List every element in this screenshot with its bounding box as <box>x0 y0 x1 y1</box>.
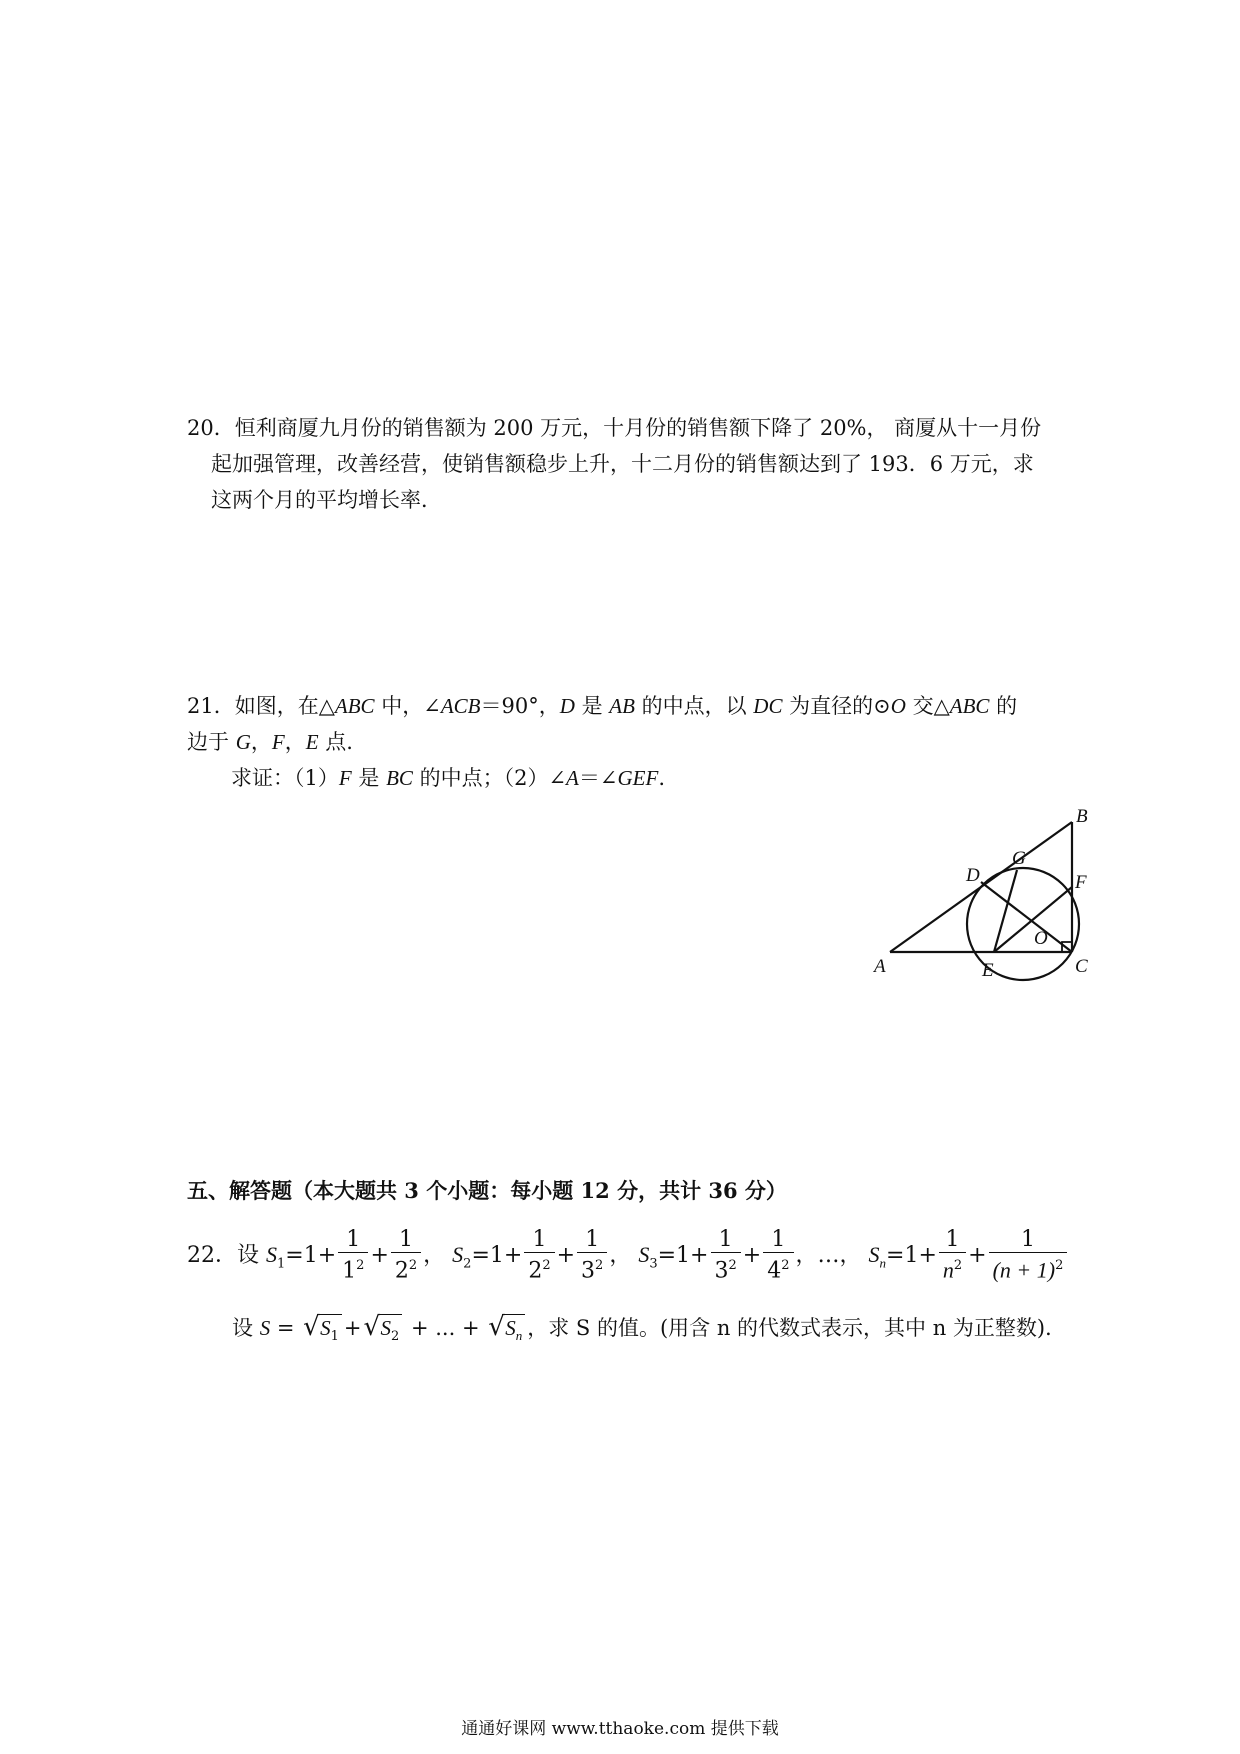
subscript: 2 <box>391 1329 400 1345</box>
label-o: O <box>1034 928 1048 949</box>
q21-text: ， <box>250 730 272 754</box>
numerator: 1 <box>945 1227 960 1252</box>
sqrt-s2 <box>364 1314 403 1350</box>
q22-text: = <box>270 1316 302 1340</box>
q22-text: + <box>742 1243 762 1269</box>
denominator <box>391 1252 421 1284</box>
q21-text: ＝∠ <box>578 766 618 790</box>
q22-text: ， <box>609 1243 632 1269</box>
exponent: 2 <box>356 1258 365 1273</box>
triangle-symbol: △ <box>318 694 335 718</box>
q21-number: 21．如图，在 <box>187 694 319 718</box>
radicand <box>378 1314 403 1350</box>
q21-text: 为直径的⊙ <box>782 694 891 718</box>
q22-text: ， <box>423 1243 446 1269</box>
var-a: A <box>566 766 579 790</box>
exponent: 2 <box>542 1258 551 1273</box>
fraction <box>763 1228 793 1284</box>
radical-icon: √ <box>303 1312 320 1342</box>
section-5-heading: 五、解答题（本大题共 3 个小题：每小题 12 分，共计 36 分） <box>187 1178 787 1203</box>
den-base: 3 <box>714 1258 729 1284</box>
q21-text: 交△ <box>905 694 950 718</box>
var-dc: DC <box>753 694 783 718</box>
fraction <box>524 1228 554 1284</box>
exponent: 2 <box>595 1258 604 1273</box>
var-s: S <box>380 1316 392 1340</box>
q21-prove-line <box>187 760 1017 796</box>
q21-text: 的中点；（2）∠ <box>412 766 567 790</box>
fraction <box>338 1228 368 1284</box>
subscript: n <box>879 1255 887 1271</box>
subscript: 3 <box>649 1256 658 1272</box>
label-c: C <box>1075 956 1088 977</box>
denominator <box>939 1252 966 1284</box>
question-20 <box>187 410 1041 518</box>
q21-text: 的 <box>989 694 1018 718</box>
var-s: S <box>266 1242 277 1268</box>
q22-text: + <box>968 1243 987 1269</box>
page-footer: 通通好课网 www.tthaoke.com 提供下载 <box>461 1719 779 1739</box>
q20-line-2: 起加强管理，改善经营，使销售额稳步上升，十二月份的销售额达到了 193．6 万元，求 <box>211 452 1034 476</box>
q20-line-1: 20．恒利商厦九月份的销售额为 200 万元，十月份的销售额下降了 20%， 商厦从十一月份 <box>187 416 1042 440</box>
segment-dc <box>981 882 1072 952</box>
q22-text: =1+ <box>471 1243 523 1269</box>
var-d: D <box>559 694 575 718</box>
numerator: 1 <box>1021 1227 1035 1252</box>
q21-text: 边于 <box>187 730 236 754</box>
numerator: 1 <box>718 1227 733 1252</box>
q21-line-1 <box>187 688 1017 724</box>
fraction <box>577 1228 607 1284</box>
den-base: 2 <box>528 1258 543 1284</box>
fraction <box>711 1228 741 1284</box>
label-f: F <box>1075 872 1087 893</box>
var-bc: BC <box>386 766 413 790</box>
subscript: 1 <box>277 1256 286 1272</box>
label-d: D <box>966 865 980 886</box>
denominator <box>524 1252 554 1284</box>
label-b: B <box>1076 806 1088 827</box>
q22-text: + <box>343 1316 362 1340</box>
exponent: 2 <box>1055 1258 1064 1273</box>
fraction <box>989 1228 1068 1284</box>
exponent: 2 <box>728 1258 737 1273</box>
var-acb: ACB <box>440 694 481 718</box>
q21-text: 求证：（1） <box>231 766 339 790</box>
q21-text: 是 <box>351 766 387 790</box>
den-base: 1 <box>342 1258 357 1284</box>
var-s: S <box>868 1242 880 1268</box>
denominator <box>577 1252 607 1284</box>
sqrt-s1 <box>303 1314 342 1350</box>
exponent: 2 <box>781 1258 790 1273</box>
q22-text: ，求 S 的值。(用含 n 的代数式表示，其中 n 为正整数)． <box>527 1316 1067 1340</box>
numerator: 1 <box>346 1227 361 1252</box>
var-s: S <box>320 1316 331 1340</box>
var-g: G <box>235 730 251 754</box>
question-22-line-1 <box>187 1228 1069 1284</box>
q22-text: + <box>556 1243 576 1269</box>
q22-number: 22．设 <box>187 1243 266 1269</box>
var-s: S <box>259 1316 271 1340</box>
segment-eg <box>994 870 1017 952</box>
fraction <box>939 1228 966 1284</box>
radicand <box>502 1314 525 1349</box>
q22-text: =1+ <box>285 1243 337 1269</box>
den-base: 3 <box>581 1258 596 1284</box>
den-base: n <box>942 1257 954 1283</box>
denominator <box>989 1252 1068 1284</box>
numerator: 1 <box>585 1227 600 1252</box>
var-f: F <box>271 730 285 754</box>
numerator: 1 <box>771 1227 786 1252</box>
label-g: G <box>1012 848 1026 869</box>
var-abc: ABC <box>949 694 990 718</box>
q22-text: + ... + <box>404 1316 487 1340</box>
subscript: 1 <box>330 1329 339 1345</box>
q21-text: 的中点，以 <box>634 694 754 718</box>
geometry-figure <box>870 800 1110 990</box>
q21-text: 中，∠ <box>374 694 441 718</box>
var-e: E <box>305 730 319 754</box>
question-21 <box>187 688 1017 796</box>
var-f: F <box>338 766 352 790</box>
exponent: 2 <box>953 1258 963 1273</box>
den-base: (n + 1) <box>992 1257 1056 1283</box>
subscript: 2 <box>463 1256 472 1272</box>
radical-icon: √ <box>488 1312 505 1342</box>
fraction <box>391 1228 421 1284</box>
var-s: S <box>505 1316 516 1340</box>
var-s: S <box>638 1242 650 1268</box>
label-a: A <box>874 956 886 977</box>
den-base: 4 <box>767 1258 782 1284</box>
radical-icon: √ <box>363 1312 381 1342</box>
var-ab: AB <box>609 694 635 718</box>
subscript: n <box>515 1328 523 1344</box>
var-o: O <box>890 694 906 718</box>
q21-text: 是 <box>574 694 610 718</box>
q22-text: =1+ <box>886 1243 937 1269</box>
den-base: 2 <box>394 1258 409 1284</box>
question-22-line-2 <box>232 1312 1066 1350</box>
label-e: E <box>982 960 994 981</box>
q21-text: ＝90°， <box>480 694 560 718</box>
q22-text: =1+ <box>657 1243 709 1269</box>
numerator: 1 <box>532 1227 547 1252</box>
var-gef: GEF <box>617 766 659 790</box>
denominator <box>711 1252 741 1284</box>
q21-text: . <box>658 766 665 790</box>
var-abc: ABC <box>334 694 375 718</box>
numerator: 1 <box>399 1227 414 1252</box>
q20-line-3: 这两个月的平均增长率． <box>211 488 442 512</box>
q22-text: + <box>370 1243 389 1269</box>
exponent: 2 <box>408 1258 418 1273</box>
q21-text: 点. <box>318 730 353 754</box>
q21-text: ， <box>284 730 306 754</box>
q21-line-2 <box>187 724 1017 760</box>
radicand <box>317 1314 342 1350</box>
var-s: S <box>452 1242 464 1268</box>
q22-text: 设 <box>232 1316 260 1340</box>
q22-text: ，…， <box>795 1243 862 1269</box>
sqrt-sn <box>488 1314 525 1349</box>
denominator <box>338 1252 368 1284</box>
denominator <box>763 1252 793 1284</box>
